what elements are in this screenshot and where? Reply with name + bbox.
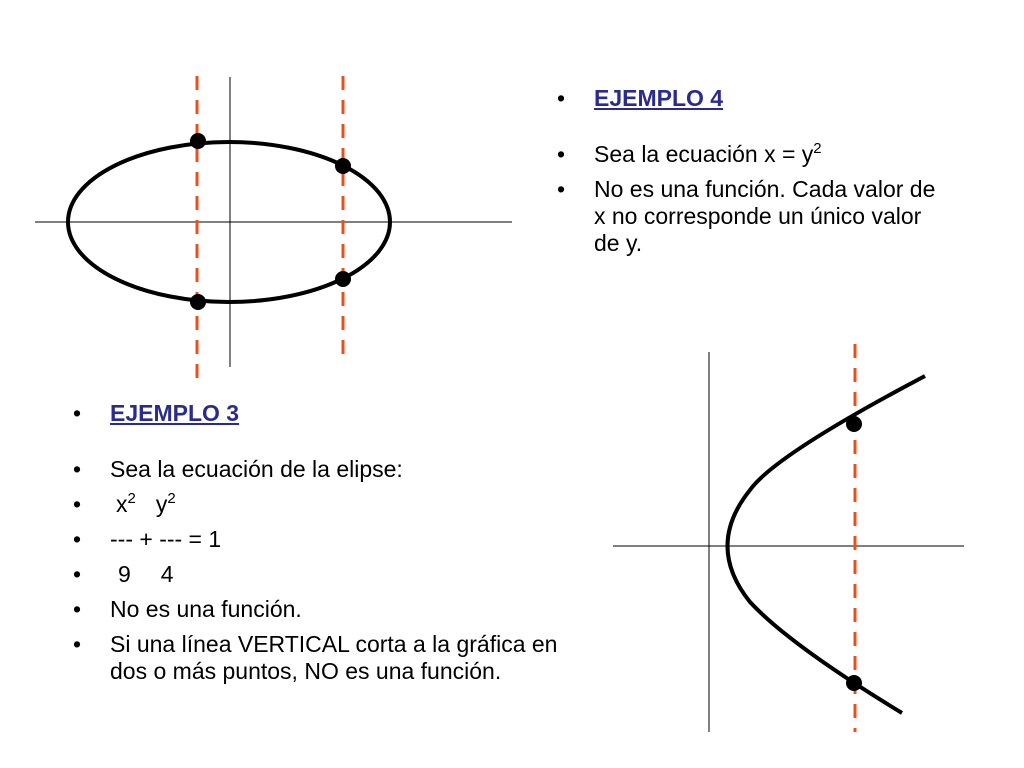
denominator-1: 9 [118,561,131,587]
example3-conclusion-item [73,596,573,623]
example4-description-item [557,176,937,257]
intersection-point [335,271,351,287]
numerator-x-exponent: 2 [127,490,136,507]
example4-heading: EJEMPLO 4 [594,85,724,111]
intersection-point [335,158,351,174]
example4-exponent: 2 [813,140,822,157]
example3-denominators-item [73,561,573,588]
example3-fraction-line-item [73,526,573,553]
example3-conclusion: No es una función. [110,596,302,622]
intersection-point [190,294,206,310]
denominator-2: 4 [160,561,174,587]
example3-heading-item [73,400,573,427]
example4-heading-item [557,85,937,112]
example4-equation: Sea la ecuación x = y [594,141,814,167]
fraction-line: --- + --- = 1 [110,526,222,552]
example3-rule: Si una línea VERTICAL corta a la gráfica en dos o más puntos, NO es una función. [110,631,558,684]
intersection-point [846,675,862,691]
example4-block [557,85,937,257]
parabola-curve [728,376,926,713]
numerator-x: x [116,491,128,517]
example3-numerators-item [73,491,573,518]
intersection-point [846,416,862,432]
example4-description: No es una función. Cada valor de x no corresponde un único valor de y. [594,176,936,256]
example3-equation-intro: Sea la ecuación de la elipse: [110,456,403,482]
example3-equation-intro-item [73,456,573,483]
example3-rule-item [73,631,573,685]
ellipse-graph [35,76,512,384]
intersection-point [190,133,206,149]
parabola-graph [613,344,964,732]
numerator-y-exponent: 2 [167,490,176,507]
example3-heading: EJEMPLO 3 [110,400,240,426]
example4-equation-item [557,141,937,168]
numerator-y: y [155,491,168,517]
example3-block [73,400,573,685]
